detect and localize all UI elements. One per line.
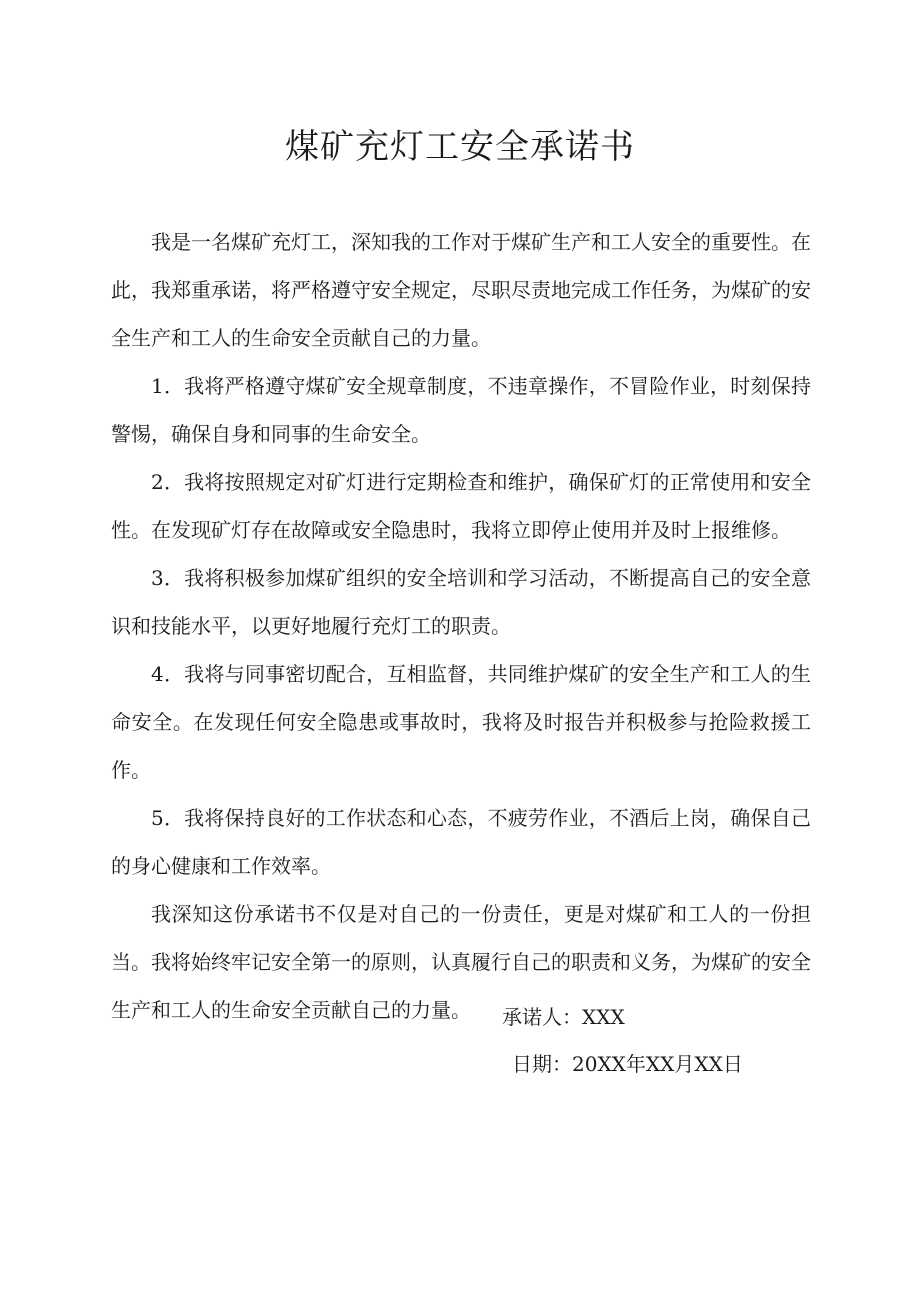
commitment-item-4: 4．我将与同事密切配合，互相监督，共同维护煤矿的安全生产和工人的生命安全。在发现任何安全隐患或事故时，我将及时报告并积极参与抢险救援工作。 [111, 662, 811, 782]
signer-line: 承诺人：XXX [502, 1005, 625, 1029]
intro-paragraph: 我是一名煤矿充灯工，深知我的工作对于煤矿生产和工人安全的重要性。在此，我郑重承诺，将严格遵守安全规定，尽职尽责地完成工作任务，为煤矿的安全生产和工人的生命安全贡献自己的力量。 [111, 230, 811, 350]
commitment-item-2: 2．我将按照规定对矿灯进行定期检查和维护，确保矿灯的正常使用和安全性。在发现矿灯存在故障或安全隐患时，我将立即停止使用并及时上报维修。 [111, 470, 811, 542]
document-title: 煤矿充灯工安全承诺书 [285, 127, 635, 167]
commitment-item-5: 5．我将保持良好的工作状态和心态，不疲劳作业，不酒后上岗，确保自己的身心健康和工作效率。 [111, 806, 811, 878]
commitment-item-1: 1．我将严格遵守煤矿安全规章制度，不违章操作，不冒险作业，时刻保持警惕，确保自身和同事的生命安全。 [111, 374, 811, 446]
closing-paragraph: 我深知这份承诺书不仅是对自己的一份责任，更是对煤矿和工人的一份担当。我将始终牢记安全第一的原则，认真履行自己的职责和义务，为煤矿的安全生产和工人的生命安全贡献自己的力量。 [111, 902, 811, 1022]
date-line: 日期：20XX年XX月XX日 [512, 1052, 743, 1076]
document-body [111, 218, 811, 1034]
commitment-item-3: 3．我将积极参加煤矿组织的安全培训和学习活动，不断提高自己的安全意识和技能水平，以更好地履行充灯工的职责。 [111, 566, 811, 638]
